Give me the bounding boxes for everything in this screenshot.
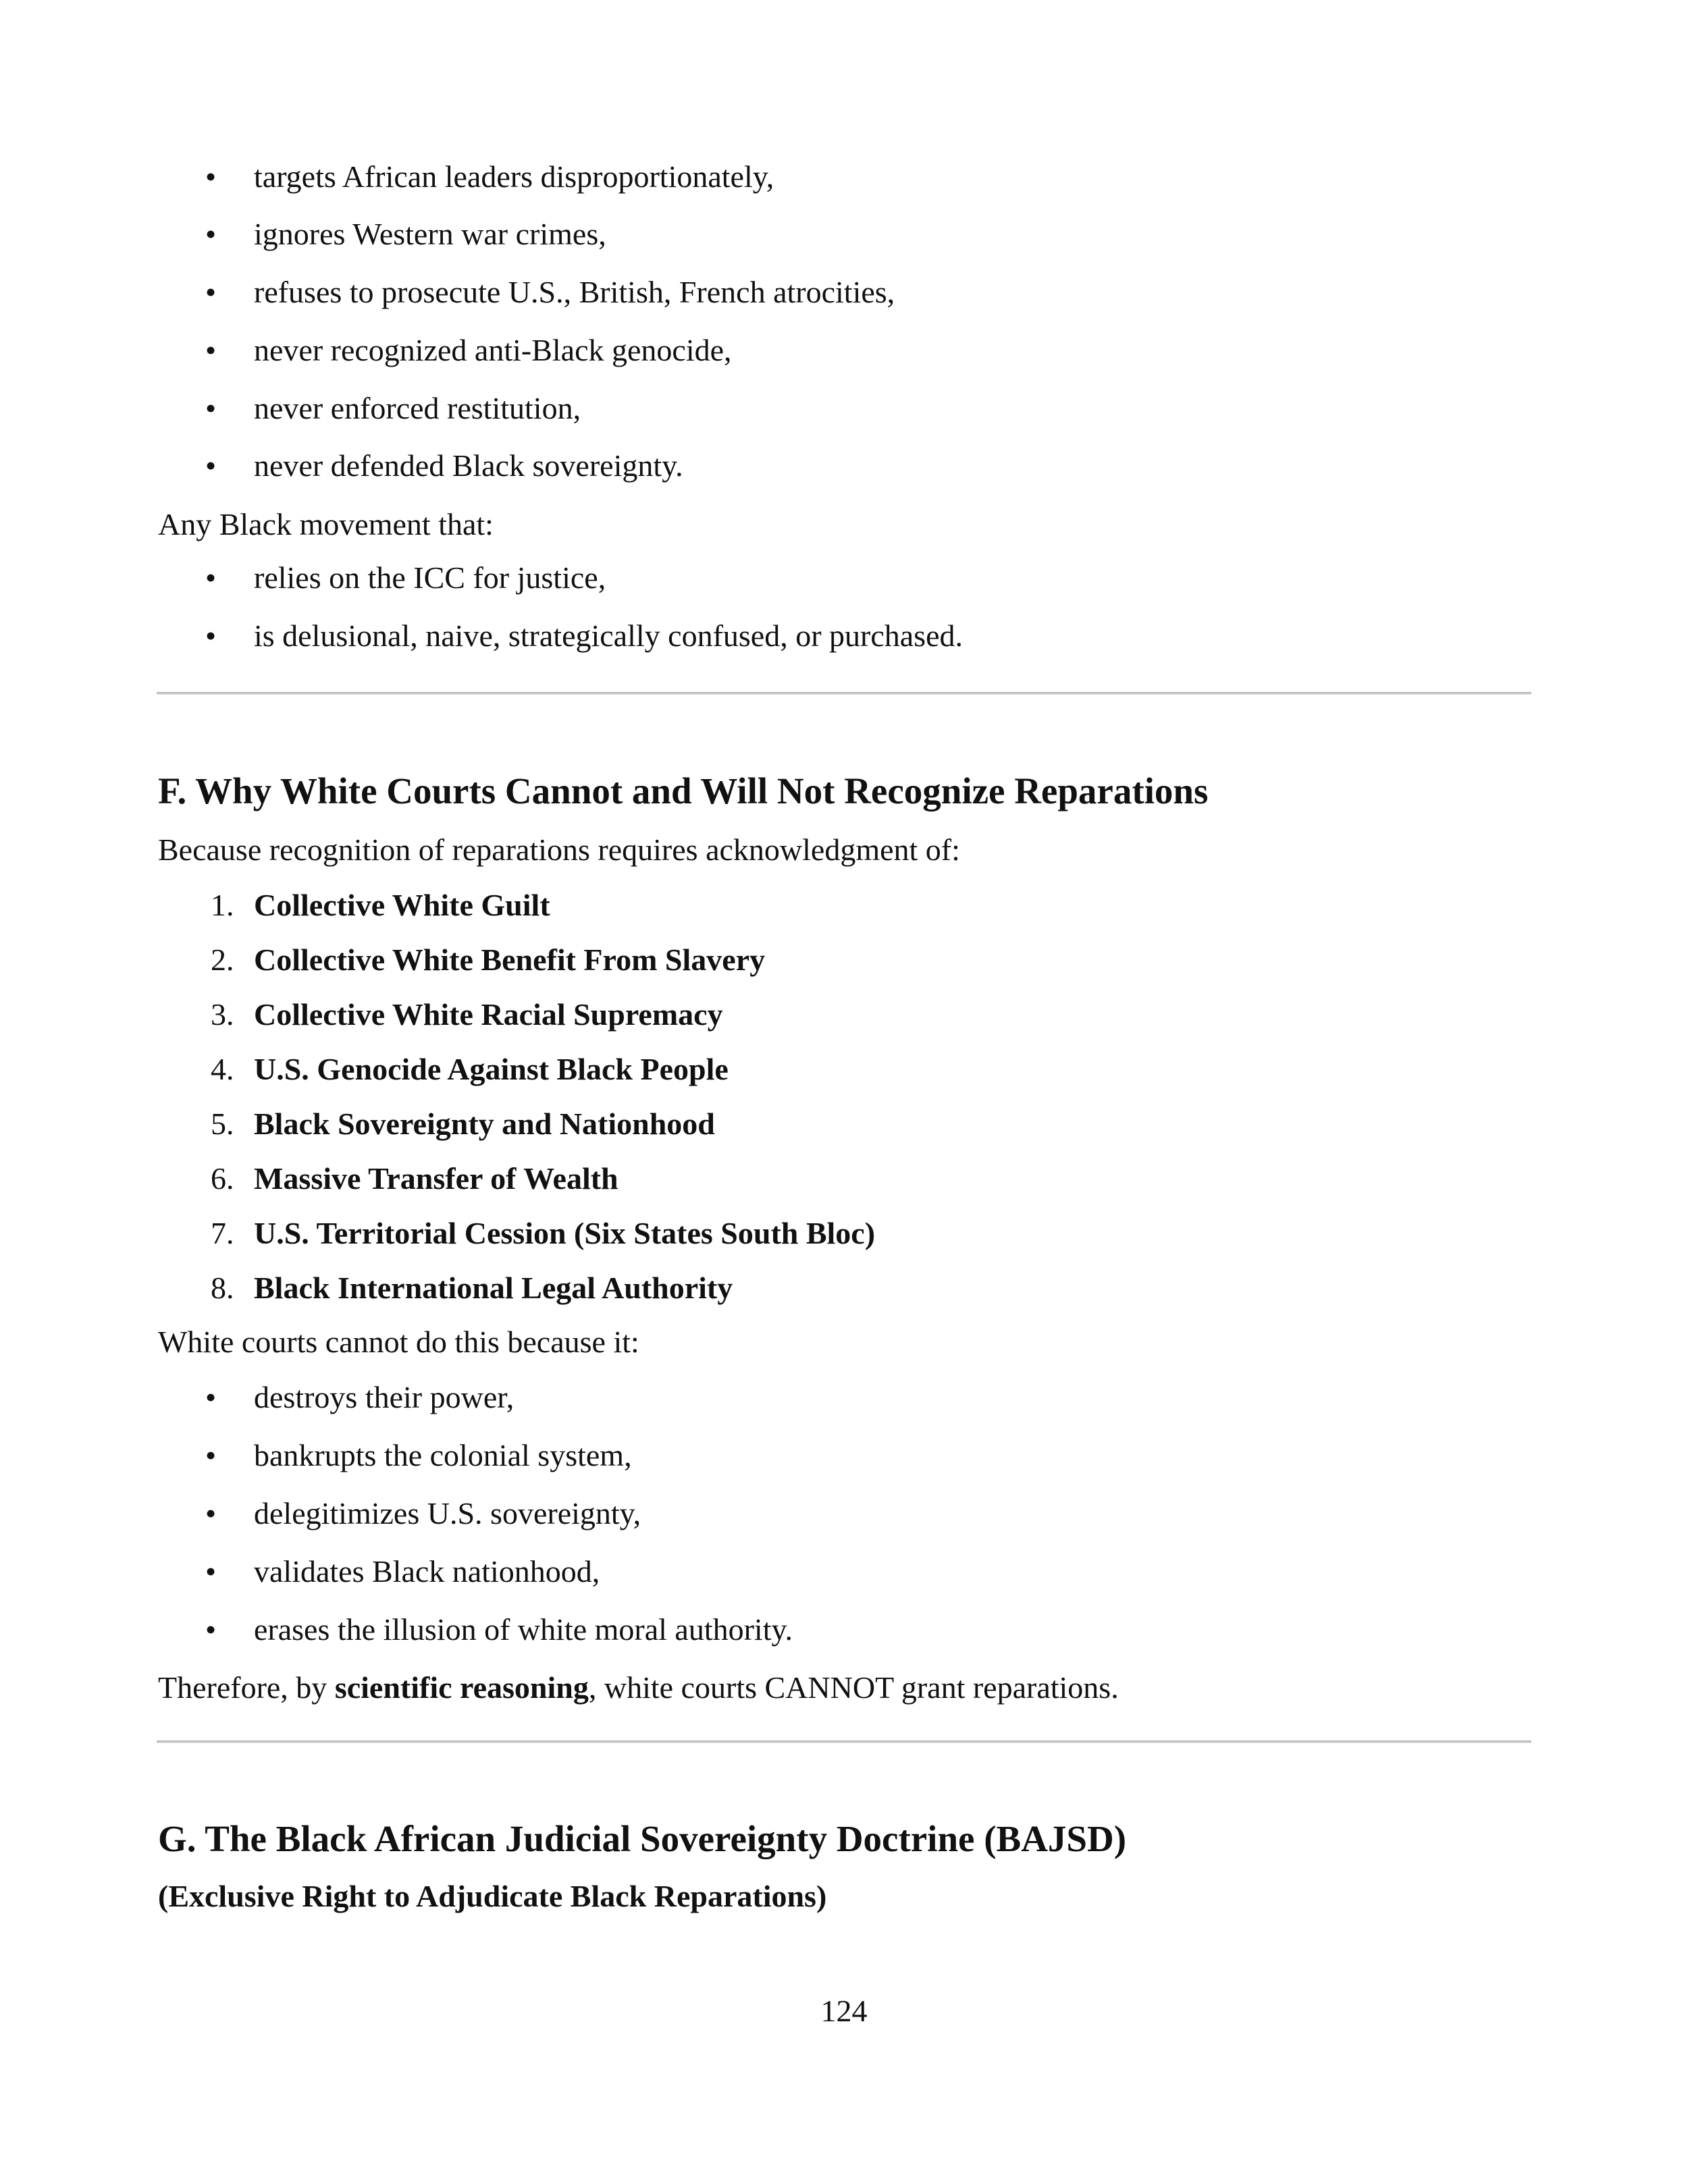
- paragraph: Because recognition of reparations requires acknowledgment of:: [158, 832, 960, 867]
- bullet-icon: •: [205, 159, 217, 194]
- bullet-icon: •: [205, 560, 217, 595]
- conclusion-paragraph: Therefore, by scientific reasoning, white courts CANNOT grant reparations.: [158, 1670, 1119, 1705]
- horizontal-rule: [157, 692, 1531, 695]
- bullet-icon: •: [205, 1496, 217, 1530]
- bullet-icon: •: [205, 1612, 217, 1647]
- paragraph: Any Black movement that:: [158, 507, 494, 541]
- document-page: • targets African leaders disproportionately, • ignores Western war crimes, • refuses to prosecute U.S., British, French atrocities, • never recognized anti-Black genocide, • never enforced restitution, • never defended Black sovereignty. Any Black movement that: • relies on the ICC for justice, • is delusional, naive, strategically confused, or purchased. F. Why White Courts Cannot and Will Not Recognize Reparations Because recognition of reparations requires acknowledgment of: 1. Collective White Guilt 2. Collective White Benefit From Slavery 3. Collective White Racial Supremacy 4. U.S. Genocide Against Black People 5. Black Sovereignty and Nationhood 6. Massive Transfer of Wealth 7. U.S. Territorial Cession (Six States South Bloc) 8. Black International Legal Authority White courts cannot do this because it: • destroys their power, • bankrupts the colonial system, • delegitimizes U.S. sovereignty, • validates Black nationhood, • erases the illusion of white moral authority. Therefore, by scientific reasoning, white courts CANNOT grant reparations. G. The Black African Judicial Sovereignty Doctrine (BAJSD) (Exclusive Right to Adjudicate Black Reparations) 124: [0, 0, 1688, 2184]
- bullet-icon: •: [205, 275, 217, 309]
- horizontal-rule: [157, 1740, 1531, 1743]
- paragraph: White courts cannot do this because it:: [158, 1325, 639, 1359]
- page-number: 124: [820, 1994, 868, 2028]
- bullet-icon: •: [205, 1380, 217, 1414]
- bullet-icon: •: [205, 1554, 217, 1589]
- bullet-icon: •: [205, 1438, 217, 1472]
- bullet-icon: •: [205, 618, 217, 653]
- section-subheading: (Exclusive Right to Adjudicate Black Reparations): [158, 1879, 827, 1913]
- bullet-icon: •: [205, 333, 217, 367]
- section-heading: G. The Black African Judicial Sovereignty Doctrine (BAJSD): [158, 1818, 1127, 1859]
- bullet-icon: •: [205, 391, 217, 425]
- bullet-icon: •: [205, 448, 217, 483]
- bullet-icon: •: [205, 217, 217, 251]
- section-heading: F. Why White Courts Cannot and Will Not Recognize Reparations: [158, 770, 1209, 811]
